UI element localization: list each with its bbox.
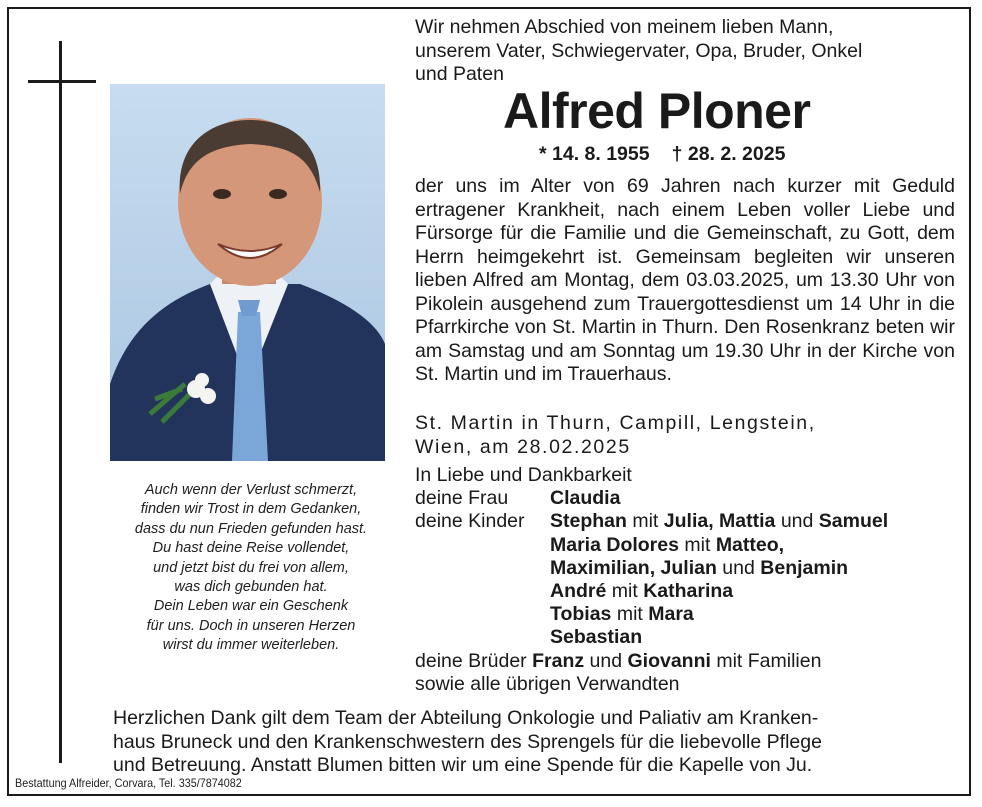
child-sep: mit (626, 510, 664, 533)
poem-line: wirst du immer weiterleben. (162, 637, 340, 654)
poem-line: was dich gebunden hat. (174, 579, 328, 596)
child-name: Sebastian (550, 626, 643, 649)
announcement-text: der uns im Alter von 69 Jahren nach kurzer mit Geduld ertragener Krankheit, nach einem Leben voller Liebe und Fürsorge für die Familie und die Gemeinschaft, zu Gott, dem Herrn heimgekehrt ist. Gemeinsam begleiten wir unseren lieben Alfred am Montag, dem 03.03.2025, um 13.30 Uhr von Pikolein ausgehend zum Trauergottesdienst um 14 Uhr in die Pfarrkirche von St. Martin in Thurn. Den Rosenkranz beten wir am Samstag und am Sonntag um 19.30 Uhr in der Kirche von St. Martin und im Trauerhaus. (415, 175, 955, 385)
child-partner: Samuel (818, 510, 889, 533)
poem-line: für uns. Doch in unseren Herzen (146, 617, 356, 634)
family-intro: In Liebe und Dankbarkeit (415, 464, 632, 486)
death-date: † 28. 2. 2025 (671, 143, 786, 165)
child-partner: Benjamin (760, 556, 849, 579)
child-partner: Katharina (643, 579, 734, 602)
poem (101, 481, 401, 656)
thanks-text (113, 707, 956, 778)
child-sep: mit (678, 533, 716, 556)
poem-line: dass du nun Frieden gefunden hast. (134, 520, 368, 537)
child-name: Maria Dolores (550, 533, 679, 556)
funeral-home-footer: Bestattung Alfreider, Corvara, Tel. 335/7874082 (15, 776, 242, 790)
wife-role: deine Frau (415, 487, 509, 510)
intro-line: und Paten (415, 63, 504, 85)
child-partner: Mara (648, 603, 694, 626)
poem-line: Auch wenn der Verlust schmerzt, (144, 482, 358, 498)
cross-icon-vertical (59, 41, 62, 763)
portrait-photo (110, 84, 385, 461)
child-name: Stephan (550, 510, 627, 533)
child-sep: mit (611, 603, 649, 626)
relatives: sowie alle übrigen Verwandten (415, 672, 680, 695)
poem-line: finden wir Trost in dem Gedanken, (140, 501, 362, 518)
child-sep: und (716, 556, 761, 579)
brothers-suffix: mit Familien (710, 649, 822, 672)
poem-line: Dein Leben war ein Geschenk (153, 598, 349, 615)
children-role: deine Kinder (415, 510, 525, 533)
brother-name: Giovanni (627, 649, 711, 672)
child-name: Maximilian, Julian (550, 556, 717, 579)
brothers-and: und (584, 649, 628, 672)
thanks-line: haus Bruneck und den Krankenschwestern des Sprengels für die liebevolle Pflege (113, 730, 822, 753)
child-name: Tobias (550, 603, 612, 626)
cross-icon-horizontal (28, 80, 96, 83)
intro-line: unserem Vater, Schwiegervater, Opa, Bruder, Onkel (415, 39, 863, 62)
child-sep: mit (606, 579, 644, 602)
child-partner: Matteo, (715, 533, 785, 556)
place-line: St. Martin in Thurn, Campill, Lengstein, (415, 412, 816, 434)
brothers-role: deine Brüder (415, 649, 527, 672)
birth-date: * 14. 8. 1955 (539, 143, 650, 165)
deceased-name: Alfred Ploner (503, 83, 811, 139)
child-sep: und (775, 510, 819, 533)
place-line: Wien, am 28.02.2025 (415, 435, 631, 458)
intro-text (415, 16, 955, 87)
child-name: André (550, 579, 607, 602)
intro-line: Wir nehmen Abschied von meinem lieben Mann, (415, 16, 834, 38)
brother-name: Franz (532, 649, 585, 672)
poem-line: Du hast deine Reise vollendet, (152, 540, 350, 557)
wife-name: Claudia (550, 487, 621, 510)
thanks-line: Herzlichen Dank gilt dem Team der Abteilung Onkologie und Paliativ am Kranken- (113, 707, 819, 729)
life-dates (539, 143, 785, 166)
thanks-line: und Betreuung. Anstatt Blumen bitten wir um eine Spende für die Kapelle von Ju. (113, 754, 813, 776)
poem-line: und jetzt bist du frei von allem, (153, 559, 349, 576)
place-date (415, 412, 895, 459)
child-partner: Julia, Mattia (663, 510, 776, 533)
